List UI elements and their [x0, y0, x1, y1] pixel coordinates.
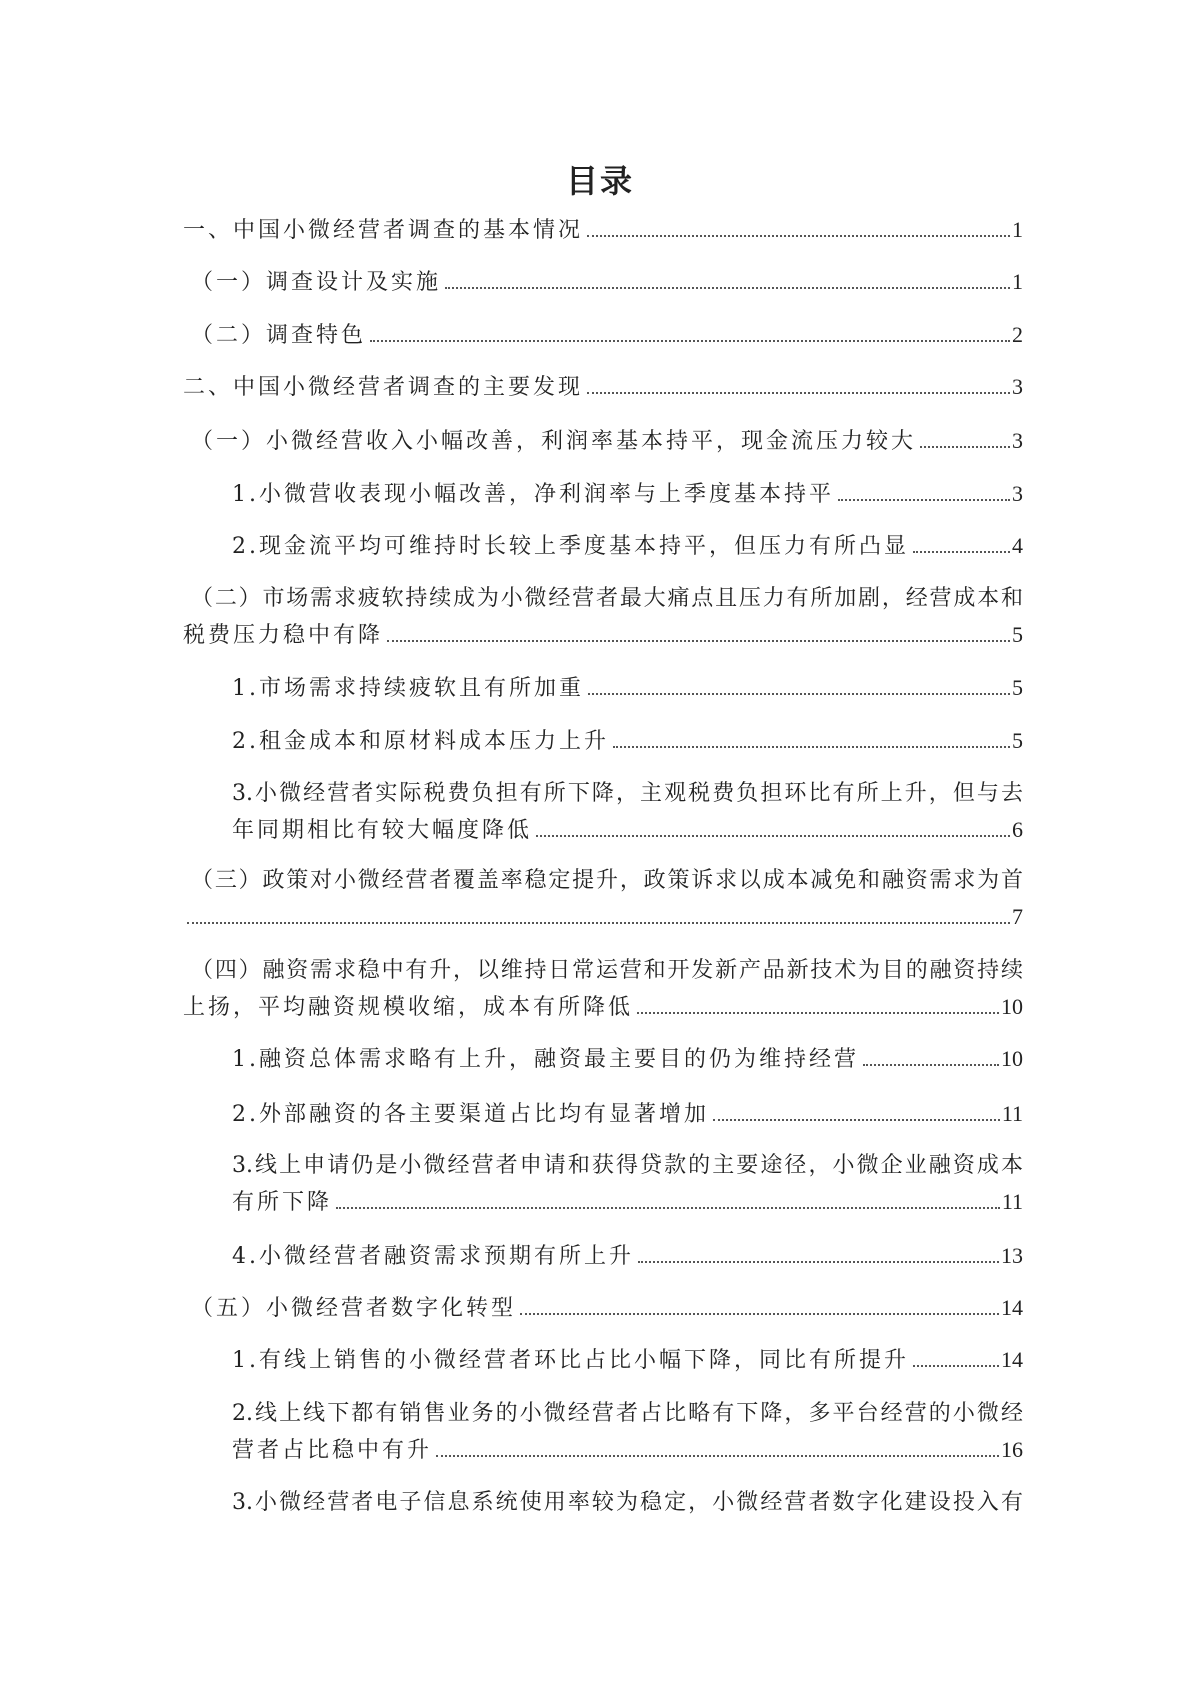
toc-entry-line	[191, 423, 1023, 459]
dot-leader	[336, 1206, 1000, 1209]
toc-entry[interactable]	[183, 581, 1023, 653]
toc-entry-line	[183, 989, 1023, 1025]
toc-entry[interactable]	[232, 1485, 1023, 1521]
page-number: 5	[1012, 675, 1023, 700]
page-number: 6	[1012, 817, 1023, 842]
toc-entry-text: 3.小微经营者实际税费负担有所下降，主观税费负担环比有所上升，但与去	[232, 781, 1023, 806]
toc-entry-text: 一、中国小微经营者调查的基本情况	[183, 218, 584, 243]
toc-entry[interactable]	[183, 212, 1023, 248]
toc-entry[interactable]	[183, 369, 1023, 405]
toc-entry[interactable]	[232, 1041, 1023, 1077]
toc-entry-text: 1.融资总体需求略有上升，融资最主要目的仍为维持经营	[232, 1047, 859, 1072]
toc-entry-text: 2.线上线下都有销售业务的小微经营者占比略有下降，多平台经营的小微经	[232, 1401, 1023, 1426]
toc-entry-line	[232, 528, 1023, 564]
toc-entry-text: 3.小微经营者电子信息系统使用率较为稳定，小微经营者数字化建设投入有	[232, 1490, 1023, 1515]
dot-leader	[863, 1063, 999, 1066]
dot-leader	[187, 921, 1010, 924]
toc-entry-text: 1.有线上销售的小微经营者环比占比小幅下降，同比有所提升	[232, 1348, 909, 1373]
dot-leader	[920, 445, 1010, 448]
toc-entry-line	[232, 1238, 1023, 1274]
toc-entry-line	[183, 617, 1023, 653]
toc-entry-text: 2.租金成本和原材料成本压力上升	[232, 729, 609, 754]
toc-entry-line	[191, 264, 1023, 300]
page-number: 3	[1012, 374, 1023, 399]
toc-entry-text: （一）调查设计及实施	[191, 270, 442, 295]
page-number: 11	[1001, 1189, 1023, 1214]
toc-entry-text: 二、中国小微经营者调查的主要发现	[183, 375, 584, 400]
toc-entry-text: （四）融资需求稳中有升，以维持日常运营和开发新产品新技术为目的融资持续	[191, 958, 1023, 983]
toc-entry-line	[232, 476, 1023, 512]
toc-entry-line	[191, 317, 1023, 353]
toc-entry[interactable]	[232, 1148, 1023, 1220]
dot-leader	[587, 234, 1010, 237]
page-number: 10	[1001, 1046, 1023, 1071]
dot-leader	[520, 1312, 999, 1315]
page-number: 14	[1001, 1295, 1023, 1320]
toc-entry[interactable]	[232, 1238, 1023, 1274]
toc-entry[interactable]	[232, 528, 1023, 564]
dot-leader	[838, 498, 1010, 501]
dot-leader	[387, 639, 1010, 642]
dot-leader	[436, 1454, 999, 1457]
page-number: 5	[1012, 622, 1023, 647]
page-number: 5	[1012, 728, 1023, 753]
toc-entry-text: 年同期相比有较大幅度降低	[232, 818, 533, 843]
page-number: 3	[1012, 428, 1023, 453]
toc-entry-line	[232, 723, 1023, 759]
toc-entry[interactable]	[232, 1396, 1023, 1468]
toc-entry[interactable]	[191, 423, 1023, 459]
dot-leader	[613, 745, 1010, 748]
toc-entry-line	[183, 899, 1023, 935]
dot-leader	[445, 286, 1010, 289]
toc-entry[interactable]	[191, 264, 1023, 300]
toc-entry-line	[232, 1342, 1023, 1378]
page-number: 1	[1012, 269, 1023, 294]
toc-entry-line	[232, 1432, 1023, 1468]
toc-entry-line	[232, 1041, 1023, 1077]
toc-entry-text: 上扬，平均融资规模收缩，成本有所降低	[183, 995, 634, 1020]
toc-entry-text: 2.外部融资的各主要渠道占比均有显著增加	[232, 1102, 709, 1127]
toc-entry-line	[183, 369, 1023, 405]
page-number: 10	[1001, 994, 1023, 1019]
toc-entry[interactable]	[191, 317, 1023, 353]
toc-entry-line	[232, 670, 1023, 706]
dot-leader	[713, 1118, 1000, 1121]
toc-entry-text: （二）市场需求疲软持续成为小微经营者最大痛点且压力有所加剧，经营成本和	[191, 586, 1023, 611]
toc-entry[interactable]	[232, 776, 1023, 848]
toc-entry-text: 1.市场需求持续疲软且有所加重	[232, 676, 584, 701]
dot-leader	[587, 391, 1010, 394]
dot-leader	[370, 339, 1010, 342]
toc-entry-text: 有所下降	[232, 1190, 333, 1215]
toc-entry[interactable]	[232, 1096, 1023, 1132]
toc-entry-text: （五）小微经营者数字化转型	[191, 1296, 517, 1321]
page-number: 2	[1012, 322, 1023, 347]
page-number: 1	[1012, 217, 1023, 242]
toc-entry[interactable]	[232, 723, 1023, 759]
toc-entry-text: 2.现金流平均可维持时长较上季度基本持平，但压力有所凸显	[232, 534, 909, 559]
toc-entry[interactable]	[191, 863, 1023, 935]
page-number: 16	[1001, 1437, 1023, 1462]
page-number: 4	[1012, 533, 1023, 558]
toc-entry-text: 1.小微营收表现小幅改善，净利润率与上季度基本持平	[232, 482, 834, 507]
page-number: 11	[1001, 1101, 1023, 1126]
page-number: 7	[1012, 904, 1023, 929]
toc-entry[interactable]	[191, 1290, 1023, 1326]
dot-leader	[913, 550, 1010, 553]
toc-entry[interactable]	[232, 670, 1023, 706]
page-title: 目录	[565, 162, 634, 200]
toc-entry-text: 4.小微经营者融资需求预期有所上升	[232, 1244, 634, 1269]
toc-entry[interactable]	[232, 476, 1023, 512]
toc-entry[interactable]	[183, 953, 1023, 1025]
page-number: 13	[1001, 1243, 1023, 1268]
toc-entry-line	[183, 212, 1023, 248]
toc-entry-text: （一）小微经营收入小幅改善，利润率基本持平，现金流压力较大	[191, 429, 917, 454]
toc-entry-text: 3.线上申请仍是小微经营者申请和获得贷款的主要途径，小微企业融资成本	[232, 1153, 1023, 1178]
toc-entry-line	[232, 1096, 1023, 1132]
toc-entry-text: （二）调查特色	[191, 323, 367, 348]
dot-leader	[638, 1260, 999, 1263]
toc-entry-text: 税费压力稳中有降	[183, 623, 384, 648]
toc-entry-line	[232, 812, 1023, 848]
dot-leader	[637, 1011, 999, 1014]
dot-leader	[913, 1364, 999, 1367]
toc-entry[interactable]	[232, 1342, 1023, 1378]
toc-entry-line	[191, 1290, 1023, 1326]
dot-leader	[536, 834, 1010, 837]
toc-entry-text: 营者占比稳中有升	[232, 1438, 433, 1463]
page-number: 3	[1012, 481, 1023, 506]
page-number: 14	[1001, 1347, 1023, 1372]
dot-leader	[588, 692, 1010, 695]
toc-entry-line	[232, 1184, 1023, 1220]
toc-entry-text: （三）政策对小微经营者覆盖率稳定提升，政策诉求以成本减免和融资需求为首	[191, 868, 1023, 893]
